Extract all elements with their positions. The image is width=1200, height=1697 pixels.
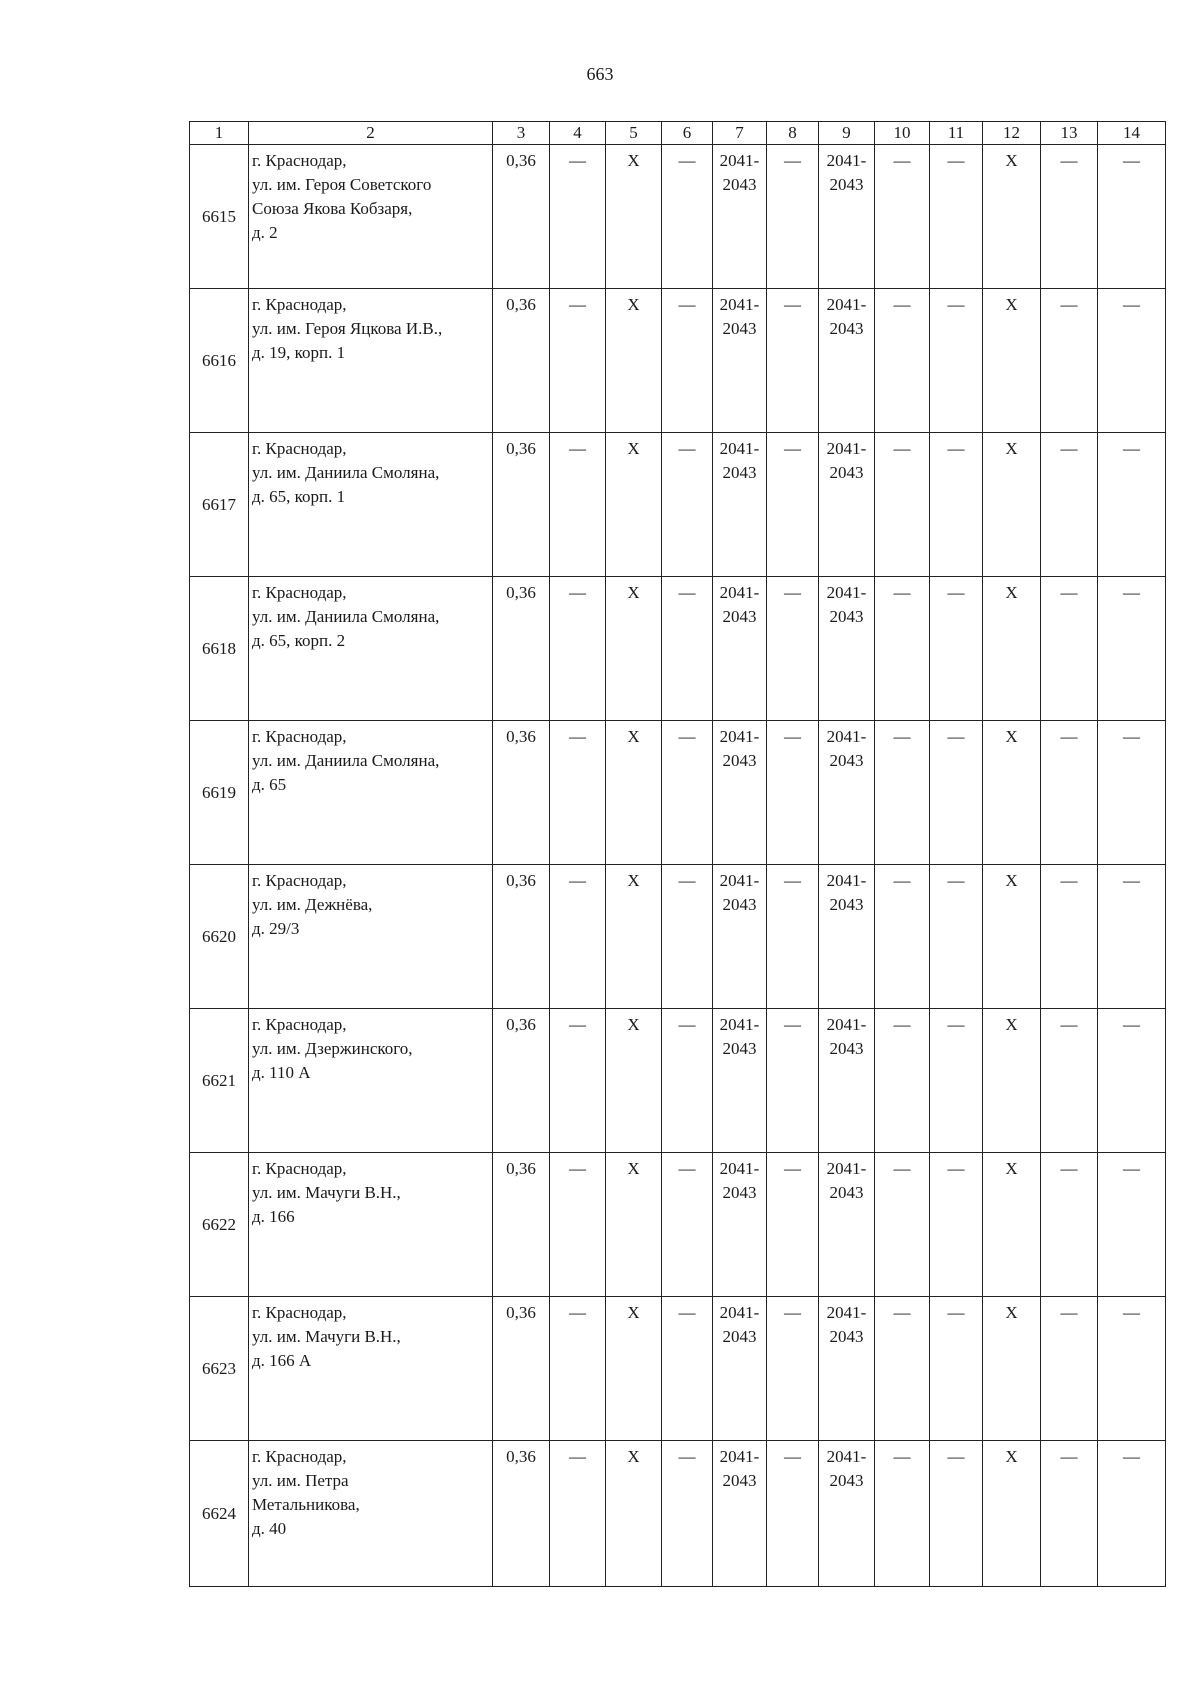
period-line: 2043 (829, 1183, 864, 1202)
cell-col-5: X (606, 721, 662, 865)
row-number: 6619 (190, 721, 249, 865)
cell-col-4: — (550, 1009, 606, 1153)
table-body (190, 145, 1166, 1587)
period-line: 2043 (722, 175, 757, 194)
column-header-7: 7 (713, 122, 767, 145)
cell-col-12: X (983, 1009, 1041, 1153)
cell-col-12: X (983, 721, 1041, 865)
cell-col-4: — (550, 1441, 606, 1587)
cell-col-6: — (662, 1153, 713, 1297)
address-line: г. Краснодар, (252, 727, 347, 746)
table-row (190, 1297, 1166, 1441)
table-row (190, 721, 1166, 865)
address-cell (249, 145, 493, 289)
address-line: д. 19, корп. 1 (252, 343, 346, 362)
period-line: 2043 (829, 319, 864, 338)
cell-col-3: 0,36 (493, 145, 550, 289)
period-line: 2041- (826, 727, 867, 746)
address-line: г. Краснодар, (252, 871, 347, 890)
address-line: ул. им. Мачуги В.Н., (252, 1327, 401, 1346)
cell-col-12: X (983, 1297, 1041, 1441)
cell-col-11: — (930, 721, 983, 865)
address-line: г. Краснодар, (252, 439, 347, 458)
period-line: 2041- (826, 1159, 867, 1178)
column-header-5: 5 (606, 122, 662, 145)
address-cell (249, 1153, 493, 1297)
cell-col-12: X (983, 145, 1041, 289)
cell-col-9 (819, 721, 875, 865)
address-line: д. 29/3 (252, 919, 300, 938)
address-line: г. Краснодар, (252, 583, 347, 602)
row-number: 6615 (190, 145, 249, 289)
cell-col-7 (713, 1153, 767, 1297)
address-line: ул. им. Героя Советского (252, 175, 432, 194)
cell-col-10: — (875, 1297, 930, 1441)
cell-col-6: — (662, 1297, 713, 1441)
cell-col-4: — (550, 289, 606, 433)
cell-col-12: X (983, 865, 1041, 1009)
address-line: г. Краснодар, (252, 295, 347, 314)
period-line: 2041- (719, 439, 760, 458)
period-line: 2041- (719, 1447, 760, 1466)
period-line: 2043 (722, 895, 757, 914)
period-line: 2041- (719, 871, 760, 890)
cell-col-14: — (1098, 145, 1166, 289)
period-line: 2041- (826, 439, 867, 458)
row-number: 6616 (190, 289, 249, 433)
table-row (190, 577, 1166, 721)
address-line: ул. им. Петра (252, 1471, 349, 1490)
cell-col-8: — (767, 1441, 819, 1587)
column-header-4: 4 (550, 122, 606, 145)
cell-col-13: — (1041, 1441, 1098, 1587)
table-header (190, 122, 1166, 145)
cell-col-5: X (606, 1009, 662, 1153)
cell-col-13: — (1041, 1009, 1098, 1153)
cell-col-14: — (1098, 289, 1166, 433)
column-header-10: 10 (875, 122, 930, 145)
cell-col-4: — (550, 1297, 606, 1441)
period-line: 2043 (722, 1039, 757, 1058)
cell-col-7 (713, 1297, 767, 1441)
cell-col-12: X (983, 577, 1041, 721)
cell-col-8: — (767, 1009, 819, 1153)
address-line: д. 65, корп. 2 (252, 631, 346, 650)
cell-col-3: 0,36 (493, 1441, 550, 1587)
table-row (190, 1009, 1166, 1153)
cell-col-7 (713, 1441, 767, 1587)
cell-col-10: — (875, 1009, 930, 1153)
address-cell (249, 1297, 493, 1441)
period-line: 2043 (722, 1327, 757, 1346)
cell-col-4: — (550, 145, 606, 289)
cell-col-3: 0,36 (493, 433, 550, 577)
cell-col-8: — (767, 433, 819, 577)
address-line: ул. им. Дзержинского, (252, 1039, 413, 1058)
header-row (190, 122, 1166, 145)
period-line: 2041- (826, 295, 867, 314)
cell-col-10: — (875, 721, 930, 865)
period-line: 2043 (829, 463, 864, 482)
address-cell (249, 1441, 493, 1587)
period-line: 2041- (719, 1159, 760, 1178)
cell-col-4: — (550, 865, 606, 1009)
period-line: 2043 (829, 1039, 864, 1058)
cell-col-13: — (1041, 433, 1098, 577)
cell-col-7 (713, 145, 767, 289)
column-header-9: 9 (819, 122, 875, 145)
period-line: 2043 (722, 751, 757, 770)
cell-col-10: — (875, 1153, 930, 1297)
cell-col-3: 0,36 (493, 289, 550, 433)
address-cell (249, 433, 493, 577)
page-number: 663 (586, 64, 614, 84)
cell-col-7 (713, 433, 767, 577)
row-number: 6623 (190, 1297, 249, 1441)
cell-col-12: X (983, 433, 1041, 577)
row-number: 6617 (190, 433, 249, 577)
cell-col-11: — (930, 145, 983, 289)
period-line: 2043 (722, 607, 757, 626)
cell-col-11: — (930, 1009, 983, 1153)
cell-col-8: — (767, 1153, 819, 1297)
cell-col-8: — (767, 1297, 819, 1441)
cell-col-9 (819, 289, 875, 433)
address-line: г. Краснодар, (252, 1015, 347, 1034)
cell-col-6: — (662, 1009, 713, 1153)
period-line: 2041- (826, 583, 867, 602)
cell-col-11: — (930, 1441, 983, 1587)
period-line: 2041- (719, 727, 760, 746)
cell-col-7 (713, 577, 767, 721)
cell-col-8: — (767, 865, 819, 1009)
cell-col-13: — (1041, 577, 1098, 721)
address-line: д. 166 (252, 1207, 295, 1226)
period-line: 2043 (722, 319, 757, 338)
address-cell (249, 289, 493, 433)
cell-col-13: — (1041, 1153, 1098, 1297)
cell-col-14: — (1098, 1153, 1166, 1297)
period-line: 2041- (719, 583, 760, 602)
address-line: д. 65, корп. 1 (252, 487, 346, 506)
cell-col-8: — (767, 577, 819, 721)
address-line: д. 2 (252, 223, 278, 242)
cell-col-14: — (1098, 577, 1166, 721)
row-number: 6620 (190, 865, 249, 1009)
period-line: 2043 (722, 1183, 757, 1202)
cell-col-13: — (1041, 289, 1098, 433)
cell-col-8: — (767, 145, 819, 289)
cell-col-3: 0,36 (493, 1009, 550, 1153)
cell-col-3: 0,36 (493, 1297, 550, 1441)
address-line: ул. им. Дежнёва, (252, 895, 373, 914)
cell-col-5: X (606, 1297, 662, 1441)
cell-col-13: — (1041, 1297, 1098, 1441)
address-line: ул. им. Даниила Смоляна, (252, 751, 440, 770)
column-header-13: 13 (1041, 122, 1098, 145)
address-line: г. Краснодар, (252, 1303, 347, 1322)
address-line: Союза Якова Кобзаря, (252, 199, 413, 218)
cell-col-8: — (767, 721, 819, 865)
column-header-11: 11 (930, 122, 983, 145)
row-number: 6618 (190, 577, 249, 721)
cell-col-13: — (1041, 721, 1098, 865)
table-row (190, 865, 1166, 1009)
cell-col-5: X (606, 865, 662, 1009)
address-line: д. 166 А (252, 1351, 312, 1370)
cell-col-9 (819, 1441, 875, 1587)
column-header-6: 6 (662, 122, 713, 145)
cell-col-10: — (875, 289, 930, 433)
cell-col-13: — (1041, 865, 1098, 1009)
cell-col-11: — (930, 577, 983, 721)
column-header-1: 1 (190, 122, 249, 145)
cell-col-7 (713, 289, 767, 433)
address-line: г. Краснодар, (252, 1159, 347, 1178)
cell-col-5: X (606, 1153, 662, 1297)
table-row (190, 289, 1166, 433)
cell-col-14: — (1098, 865, 1166, 1009)
period-line: 2043 (722, 1471, 757, 1490)
period-line: 2041- (826, 1303, 867, 1322)
period-line: 2043 (829, 751, 864, 770)
cell-col-3: 0,36 (493, 1153, 550, 1297)
period-line: 2041- (719, 1303, 760, 1322)
table-row (190, 1441, 1166, 1587)
period-line: 2041- (719, 151, 760, 170)
column-header-2: 2 (249, 122, 493, 145)
cell-col-12: X (983, 289, 1041, 433)
table-row (190, 145, 1166, 289)
column-header-12: 12 (983, 122, 1041, 145)
cell-col-4: — (550, 433, 606, 577)
cell-col-6: — (662, 1441, 713, 1587)
cell-col-11: — (930, 289, 983, 433)
address-cell (249, 721, 493, 865)
period-line: 2041- (826, 151, 867, 170)
cell-col-9 (819, 433, 875, 577)
row-number: 6621 (190, 1009, 249, 1153)
cell-col-5: X (606, 289, 662, 433)
address-line: ул. им. Даниила Смоляна, (252, 607, 440, 626)
column-header-3: 3 (493, 122, 550, 145)
cell-col-7 (713, 721, 767, 865)
address-line: ул. им. Героя Яцкова И.В., (252, 319, 443, 338)
cell-col-10: — (875, 433, 930, 577)
cell-col-14: — (1098, 1009, 1166, 1153)
cell-col-7 (713, 1009, 767, 1153)
period-line: 2043 (829, 607, 864, 626)
period-line: 2043 (829, 1327, 864, 1346)
cell-col-6: — (662, 577, 713, 721)
period-line: 2041- (719, 295, 760, 314)
cell-col-6: — (662, 145, 713, 289)
cell-col-14: — (1098, 721, 1166, 865)
address-line: д. 65 (252, 775, 287, 794)
column-header-14: 14 (1098, 122, 1166, 145)
address-line: ул. им. Мачуги В.Н., (252, 1183, 401, 1202)
cell-col-3: 0,36 (493, 577, 550, 721)
cell-col-6: — (662, 865, 713, 1009)
cell-col-9 (819, 145, 875, 289)
cell-col-9 (819, 577, 875, 721)
period-line: 2041- (719, 1015, 760, 1034)
period-line: 2043 (829, 175, 864, 194)
cell-col-11: — (930, 1153, 983, 1297)
cell-col-7 (713, 865, 767, 1009)
cell-col-13: — (1041, 145, 1098, 289)
cell-col-3: 0,36 (493, 721, 550, 865)
address-line: д. 110 А (252, 1063, 311, 1082)
address-cell (249, 865, 493, 1009)
cell-col-9 (819, 865, 875, 1009)
cell-col-4: — (550, 1153, 606, 1297)
address-line: Метальникова, (252, 1495, 360, 1514)
address-cell (249, 1009, 493, 1153)
cell-col-10: — (875, 1441, 930, 1587)
address-line: г. Краснодар, (252, 151, 347, 170)
cell-col-12: X (983, 1153, 1041, 1297)
cell-col-12: X (983, 1441, 1041, 1587)
address-line: д. 40 (252, 1519, 287, 1538)
cell-col-9 (819, 1297, 875, 1441)
cell-col-6: — (662, 289, 713, 433)
table-row (190, 1153, 1166, 1297)
cell-col-4: — (550, 721, 606, 865)
cell-col-10: — (875, 865, 930, 1009)
cell-col-11: — (930, 433, 983, 577)
cell-col-10: — (875, 577, 930, 721)
cell-col-5: X (606, 577, 662, 721)
cell-col-9 (819, 1009, 875, 1153)
address-line: г. Краснодар, (252, 1447, 347, 1466)
cell-col-8: — (767, 289, 819, 433)
period-line: 2043 (829, 1471, 864, 1490)
period-line: 2041- (826, 871, 867, 890)
address-cell (249, 577, 493, 721)
cell-col-14: — (1098, 1441, 1166, 1587)
cell-col-5: X (606, 145, 662, 289)
period-line: 2041- (826, 1015, 867, 1034)
cell-col-9 (819, 1153, 875, 1297)
cell-col-5: X (606, 433, 662, 577)
column-header-8: 8 (767, 122, 819, 145)
cell-col-6: — (662, 721, 713, 865)
cell-col-11: — (930, 1297, 983, 1441)
registry-table (189, 121, 1166, 1587)
cell-col-11: — (930, 865, 983, 1009)
cell-col-4: — (550, 577, 606, 721)
cell-col-6: — (662, 433, 713, 577)
period-line: 2043 (722, 463, 757, 482)
cell-col-14: — (1098, 1297, 1166, 1441)
period-line: 2043 (829, 895, 864, 914)
cell-col-14: — (1098, 433, 1166, 577)
table-row (190, 433, 1166, 577)
row-number: 6622 (190, 1153, 249, 1297)
cell-col-10: — (875, 145, 930, 289)
period-line: 2041- (826, 1447, 867, 1466)
row-number: 6624 (190, 1441, 249, 1587)
cell-col-5: X (606, 1441, 662, 1587)
address-line: ул. им. Даниила Смоляна, (252, 463, 440, 482)
cell-col-3: 0,36 (493, 865, 550, 1009)
